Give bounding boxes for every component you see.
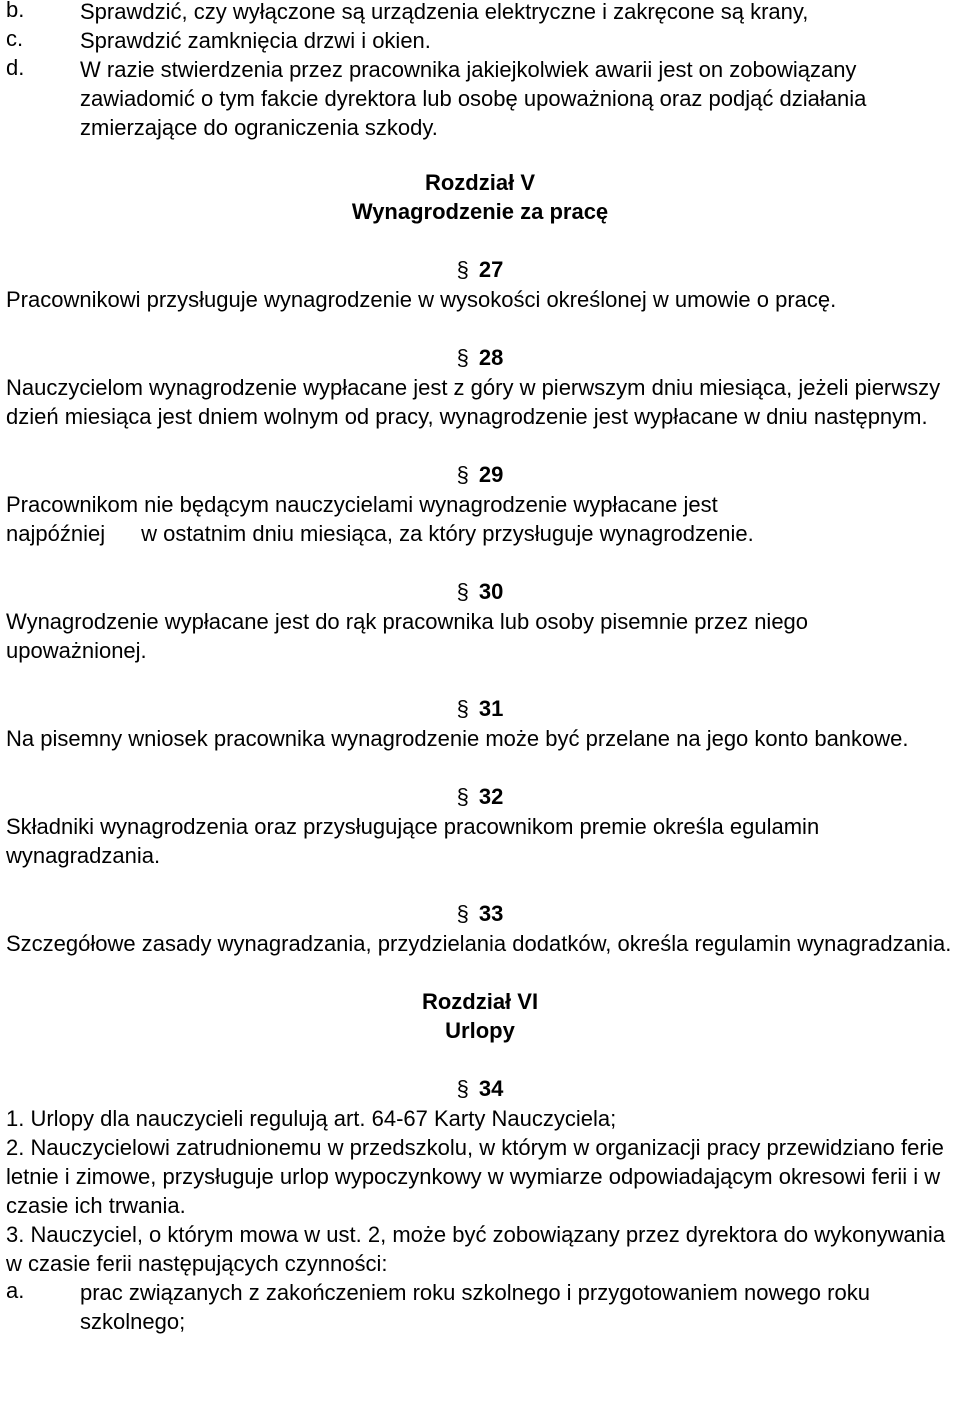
- section-symbol: §: [456, 257, 469, 282]
- list-item: [6, 26, 954, 55]
- section-heading: [6, 694, 954, 724]
- list-marker: d.: [6, 55, 25, 80]
- section-heading: [6, 460, 954, 490]
- document-page: [6, 0, 954, 1336]
- section-number: 30: [478, 579, 504, 604]
- section-text: [6, 490, 954, 548]
- section-heading: [6, 899, 954, 929]
- section-symbol: §: [456, 696, 469, 721]
- list-marker: a.: [6, 1278, 25, 1303]
- section-number: 29: [478, 462, 504, 487]
- section-text: Nauczycielom wynagrodzenie wypłacane jest z góry w pierwszym dniu miesiąca, jeżeli pierwszy dzień miesiąca jest dniem wolnym od pracy, wynagrodzenie jest wypłacane w dniu następnym.: [6, 375, 941, 429]
- section-heading: [6, 577, 954, 607]
- section-text: Wynagrodzenie wypłacane jest do rąk pracownika lub osoby pisemnie przez niego upoważnionej.: [6, 609, 809, 663]
- chapter-heading: Rozdział V: [424, 170, 535, 195]
- section-symbol: §: [456, 462, 469, 487]
- list-item-text: Sprawdzić, czy wyłączone są urządzenia elektryczne i zakręcone są krany,: [80, 0, 809, 24]
- list-item: [6, 55, 954, 142]
- chapter-heading: Rozdział VI: [421, 989, 539, 1014]
- list-item-text: Sprawdzić zamknięcia drzwi i okien.: [80, 28, 431, 53]
- section-symbol: §: [456, 784, 469, 809]
- list-marker: b.: [6, 0, 25, 22]
- section-text: Szczegółowe zasady wynagradzania, przydzielania dodatków, określa regulamin wynagradzania.: [6, 931, 952, 956]
- numbered-item: 2. Nauczycielowi zatrudnionemu w przedszkolu, w którym w organizacji pracy przewidziano ferie letnie i zimowe, przysługuje urlop wypoczynkowy w wymiarze odpowiadającym okresowi ferii i w czasie ich trwania.: [6, 1135, 944, 1218]
- section-text: Pracownikowi przysługuje wynagrodzenie w wysokości określonej w umowie o pracę.: [6, 287, 837, 312]
- section-number: 32: [478, 784, 504, 809]
- section-text: Składniki wynagrodzenia oraz przysługujące pracownikom premie określa egulamin wynagradzania.: [6, 814, 820, 868]
- section-number: 28: [478, 345, 504, 370]
- section-symbol: §: [456, 1076, 469, 1101]
- chapter-subheading: Urlopy: [445, 1018, 515, 1043]
- section-symbol: §: [456, 901, 469, 926]
- section-number: 31: [478, 696, 504, 721]
- section-text-line: w ostatnim dniu miesiąca, za który przysługuje wynagrodzenie.: [141, 521, 754, 546]
- section-heading: [6, 1074, 954, 1104]
- numbered-item: 3. Nauczyciel, o którym mowa w ust. 2, może być zobowiązany przez dyrektora do wykonywania w czasie ferii następujących czynności:: [6, 1222, 946, 1276]
- section-text-line: Pracownikom nie będącym nauczycielami wynagrodzenie wypłacane jest: [6, 492, 718, 517]
- section-number: 27: [478, 257, 504, 282]
- list-marker: c.: [6, 26, 24, 51]
- section-heading: [6, 343, 954, 373]
- numbered-item: 1. Urlopy dla nauczycieli regulują art. 64-67 Karty Nauczyciela;: [6, 1106, 617, 1131]
- procedure-list: [6, 0, 954, 142]
- list-item-text: prac związanych z zakończeniem roku szkolnego i przygotowaniem nowego roku szkolnego;: [80, 1280, 870, 1334]
- section-number: 33: [478, 901, 504, 926]
- list-item: [6, 1278, 954, 1336]
- section-heading: [6, 255, 954, 285]
- chapter-subheading: Wynagrodzenie za pracę: [351, 199, 609, 224]
- section-symbol: §: [456, 579, 469, 604]
- list-item-text: W razie stwierdzenia przez pracownika jakiejkolwiek awarii jest on zobowiązany zawiadomić o tym fakcie dyrektora lub osobę upoważnioną oraz podjąć działania zmierzające do ograniczenia szkody.: [80, 57, 867, 140]
- section-text-line: najpóźniej: [6, 521, 106, 546]
- section-heading: [6, 782, 954, 812]
- list-item: [6, 0, 954, 26]
- section-text: Na pisemny wniosek pracownika wynagrodzenie może być przelane na jego konto bankowe.: [6, 726, 909, 751]
- section-number: 34: [478, 1076, 504, 1101]
- section-symbol: §: [456, 345, 469, 370]
